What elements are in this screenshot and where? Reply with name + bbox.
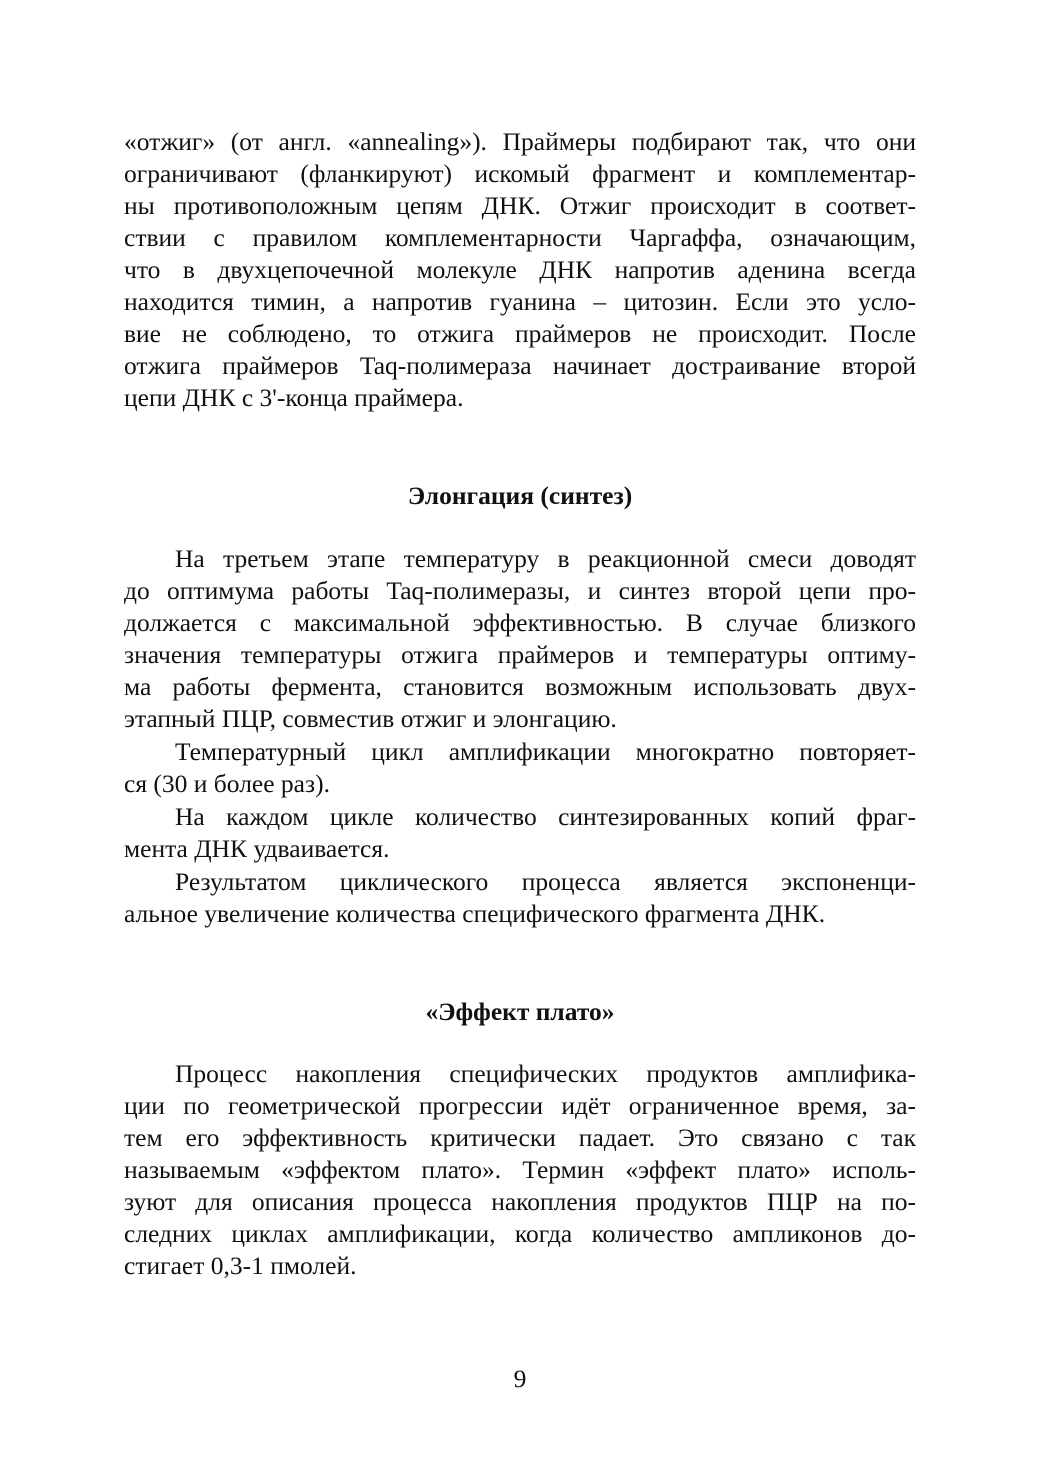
paragraph-line: ма работы фермента, становится возможным использовать двух- bbox=[124, 672, 916, 701]
paragraph-line: значения температуры отжига праймеров и температуры оптиму- bbox=[124, 640, 916, 669]
paragraph-line: Температурный цикл амплификации многократно повторяет- bbox=[175, 737, 916, 766]
paragraph-line: до оптимума работы Taq-полимеразы, и синтез второй цепи про- bbox=[124, 576, 916, 605]
paragraph-line: цепи ДНК с 3'-конца праймера. bbox=[124, 383, 464, 412]
paragraph-line: отжига праймеров Taq-полимераза начинает достраивание второй bbox=[124, 351, 916, 380]
paragraph-line: находится тимин, а напротив гуанина – цитозин. Если это усло- bbox=[124, 287, 916, 316]
paragraph-line: мента ДНК удваивается. bbox=[124, 834, 390, 863]
paragraph-line: На каждом цикле количество синтезированных копий фраг- bbox=[175, 802, 916, 831]
paragraph-line: ограничивают (фланкируют) искомый фрагмент и комплементар- bbox=[124, 159, 916, 188]
page-number: 9 bbox=[513, 1364, 527, 1393]
paragraph-line: следних циклах амплификации, когда количество ампликонов до- bbox=[124, 1219, 916, 1248]
section-heading-plateau-effect: «Эффект плато» bbox=[425, 997, 615, 1026]
paragraph-line: вие не соблюдено, то отжига праймеров не происходит. После bbox=[124, 319, 916, 348]
paragraph-line: стигает 0,3-1 пмолей. bbox=[124, 1251, 357, 1280]
paragraph-line: ся (30 и более раз). bbox=[124, 769, 330, 798]
document-page bbox=[124, 0, 916, 1471]
paragraph-line: альное увеличение количества специфического фрагмента ДНК. bbox=[124, 899, 826, 928]
paragraph-line: «отжиг» (от англ. «annealing»). Праймеры подбирают так, что они bbox=[124, 127, 916, 156]
paragraph-line: ции по геометрической прогрессии идёт ограниченное время, за- bbox=[124, 1091, 916, 1120]
paragraph-line: этапный ПЦР, совместив отжиг и элонгацию. bbox=[124, 704, 617, 733]
section-heading-elongation: Элонгация (синтез) bbox=[407, 481, 633, 510]
paragraph-line: зуют для описания процесса накопления продуктов ПЦР на по- bbox=[124, 1187, 916, 1216]
paragraph-line: Результатом циклического процесса является экспоненци- bbox=[175, 867, 916, 896]
paragraph-line: называемым «эффектом плато». Термин «эффект плато» исполь- bbox=[124, 1155, 916, 1184]
paragraph-line: На третьем этапе температуру в реакционной смеси доводят bbox=[175, 544, 916, 573]
paragraph-line: должается с максимальной эффективностью. В случае близкого bbox=[124, 608, 916, 637]
paragraph-line: что в двухцепочечной молекуле ДНК напротив аденина всегда bbox=[124, 255, 916, 284]
paragraph-line: ны противоположным цепям ДНК. Отжиг происходит в соответ- bbox=[124, 191, 916, 220]
paragraph-line: тем его эффективность критически падает. Это связано с так bbox=[124, 1123, 916, 1152]
paragraph-line: Процесс накопления специфических продуктов амплифика- bbox=[175, 1059, 916, 1088]
paragraph-line: ствии с правилом комплементарности Чаргаффа, означающим, bbox=[124, 223, 916, 252]
